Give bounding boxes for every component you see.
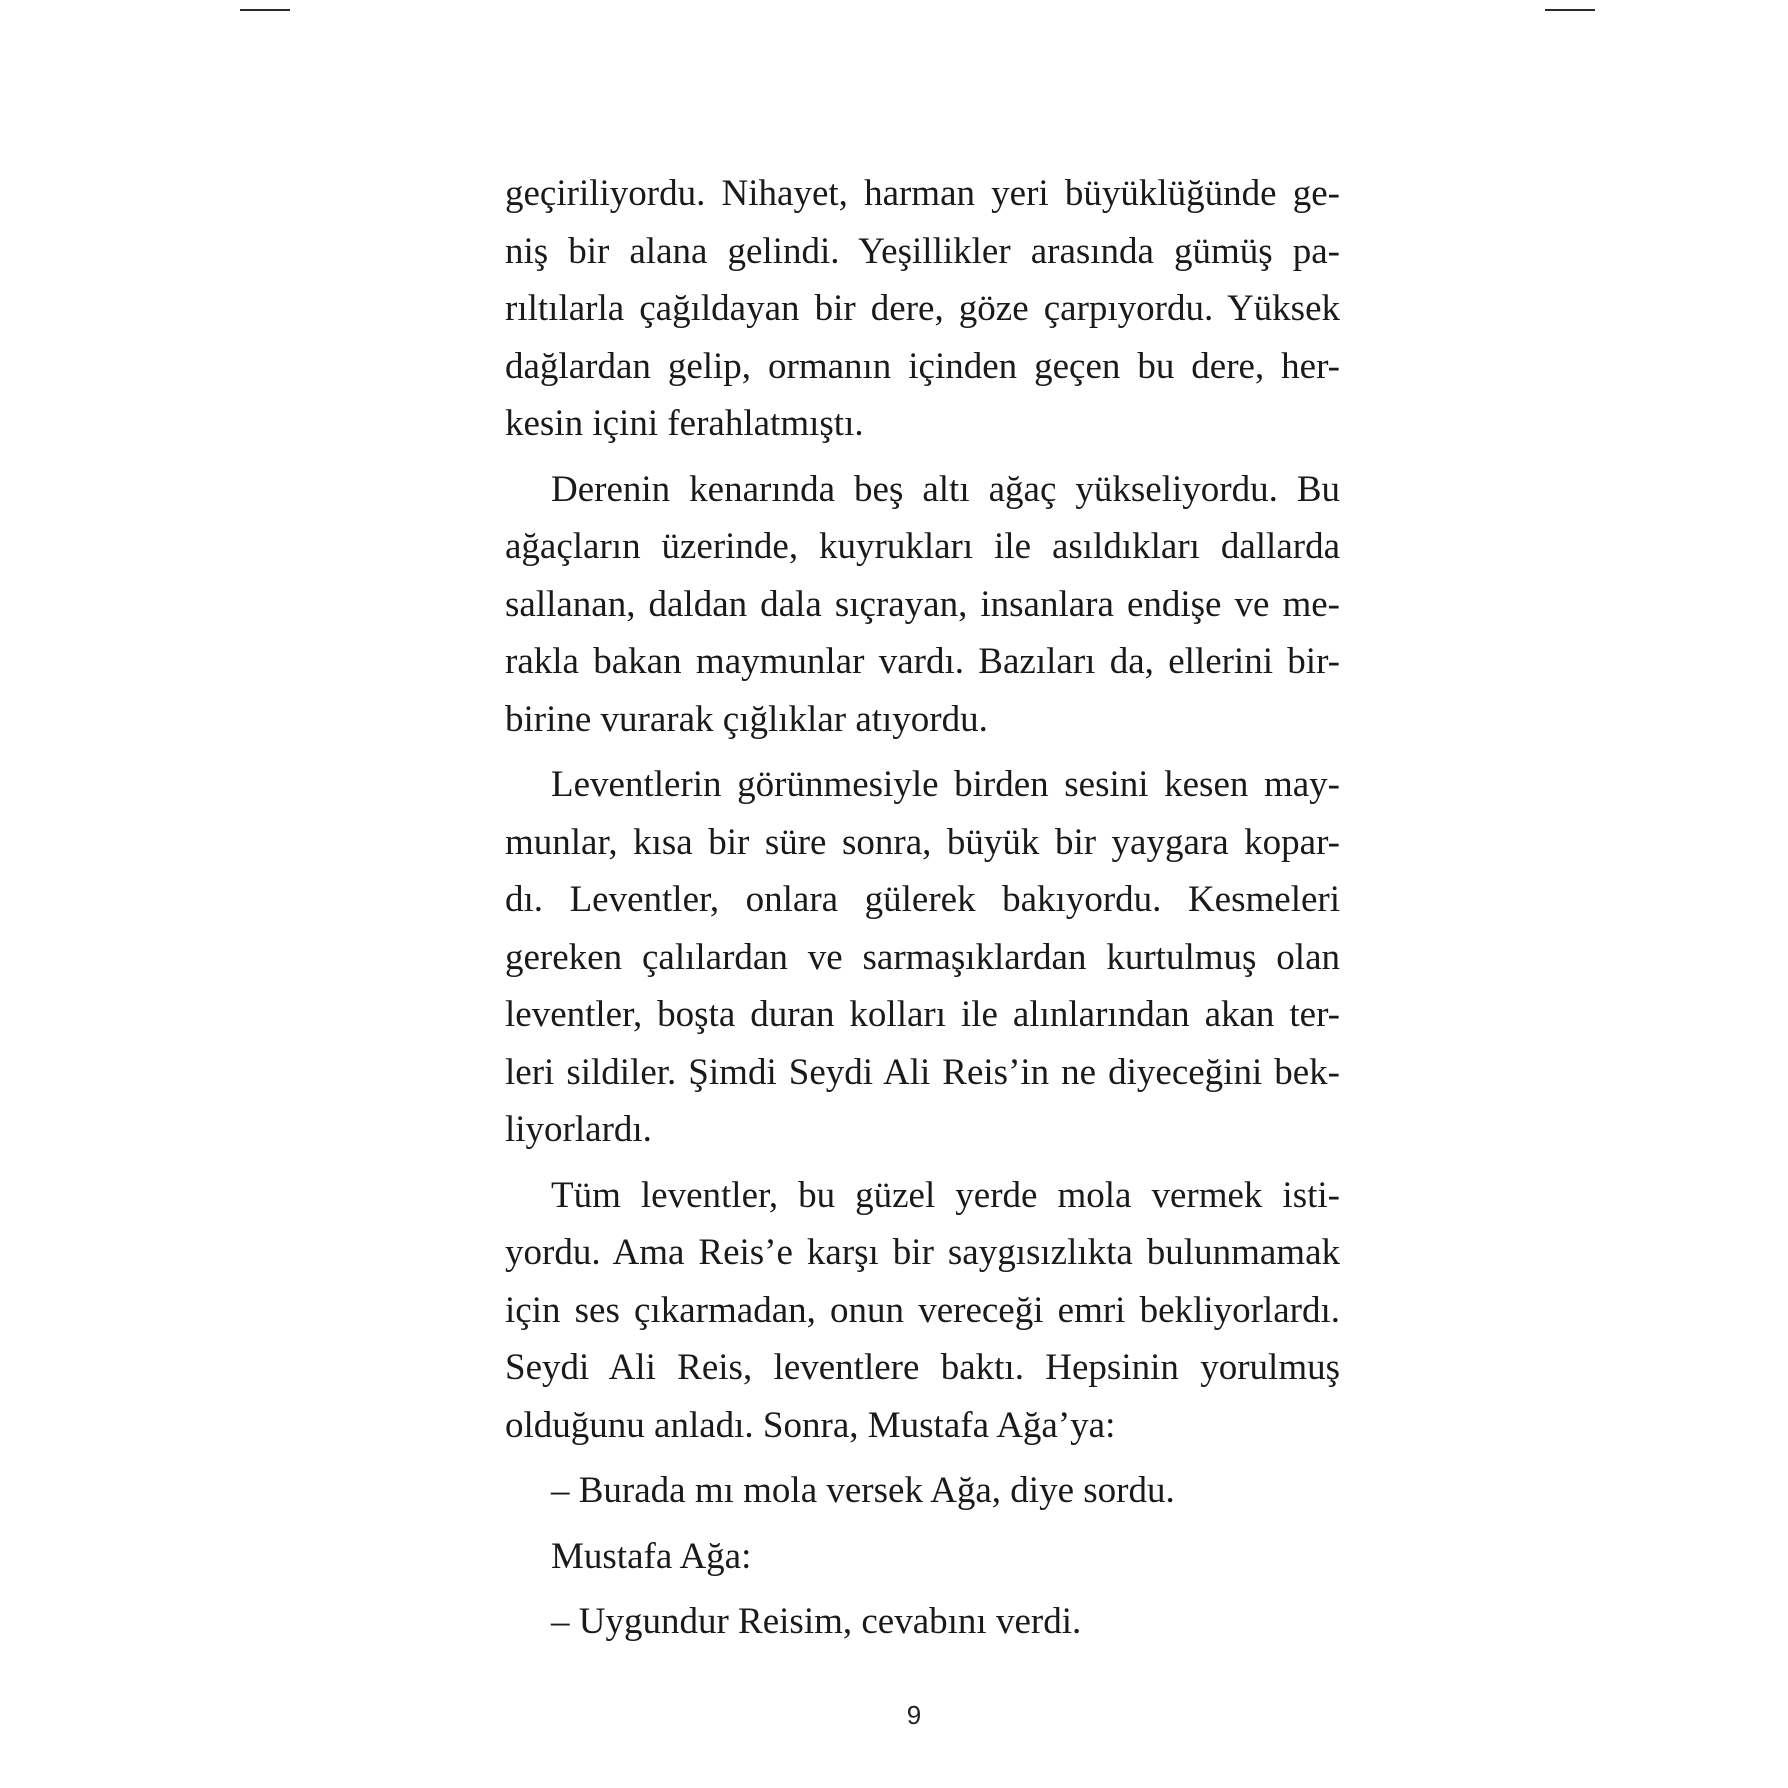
paragraph-2 bbox=[505, 461, 1340, 749]
dialogue-line-3: – Uygundur Reisim, cevabını verdi. bbox=[551, 1601, 1082, 1642]
body-text bbox=[505, 165, 1340, 1659]
text-line: munlar, kısa bir süre sonra, büyük bir yaygara kopar- bbox=[505, 821, 1340, 863]
text-line: liyorlardı. bbox=[505, 1109, 652, 1150]
text-line: olduğunu anladı. Sonra, Mustafa Ağa’ya: bbox=[505, 1404, 1116, 1446]
text-line: rıltılarla çağıldayan bir dere, göze çarpıyordu. Yüksek bbox=[505, 288, 1340, 329]
text-line: birine vurarak çığlıklar atıyordu. bbox=[505, 698, 988, 740]
text-line: geçiriliyordu. Nihayet, harman yeri büyüklüğünde ge- bbox=[505, 173, 1340, 214]
dialogue-line-2: Mustafa Ağa: bbox=[551, 1535, 752, 1577]
text-line: dı. Leventler, onlara gülerek bakıyordu. Kesmeleri bbox=[505, 879, 1340, 920]
text-line: Tüm leventler, bu güzel yerde mola vermek isti- bbox=[551, 1174, 1340, 1216]
text-line: Leventlerin görünmesiyle birden sesini kesen may- bbox=[551, 764, 1340, 805]
text-line: niş bir alana gelindi. Yeşillikler arasında gümüş pa- bbox=[505, 230, 1340, 272]
text-line: yordu. Ama Reis’e karşı bir saygısızlıkta bulunmamak bbox=[505, 1232, 1340, 1273]
crop-mark-left bbox=[240, 9, 290, 11]
crop-mark-right bbox=[1545, 9, 1595, 11]
text-line: Seydi Ali Reis, leventlere baktı. Hepsinin yorulmuş bbox=[505, 1347, 1340, 1388]
text-line: için ses çıkarmadan, onun vereceği emri bekliyorlardı. bbox=[505, 1289, 1340, 1331]
page-number: 9 bbox=[906, 1700, 922, 1730]
paragraph-3 bbox=[505, 756, 1340, 1159]
text-line: dağlardan gelip, ormanın içinden geçen bu dere, her- bbox=[505, 345, 1340, 387]
text-line: rakla bakan maymunlar vardı. Bazıları da, ellerini bir- bbox=[505, 641, 1340, 682]
paragraph-1 bbox=[505, 165, 1340, 453]
text-line: leventler, boşta duran kolları ile alınlarından akan ter- bbox=[505, 994, 1340, 1035]
text-line: sallanan, daldan dala sıçrayan, insanlara endişe ve me- bbox=[505, 583, 1340, 625]
text-line: ağaçların üzerinde, kuyrukları ile asıldıkları dallarda bbox=[505, 526, 1340, 567]
dialogue-line-1: – Burada mı mola versek Ağa, diye sordu. bbox=[551, 1470, 1175, 1511]
text-line: Derenin kenarında beş altı ağaç yükseliyordu. Bu bbox=[551, 468, 1340, 510]
text-line: gereken çalılardan ve sarmaşıklardan kurtulmuş olan bbox=[505, 936, 1340, 978]
text-line: kesin içini ferahlatmıştı. bbox=[505, 403, 864, 444]
text-line: leri sildiler. Şimdi Seydi Ali Reis’in ne diyeceğini bek- bbox=[505, 1051, 1340, 1093]
paragraph-4 bbox=[505, 1167, 1340, 1455]
